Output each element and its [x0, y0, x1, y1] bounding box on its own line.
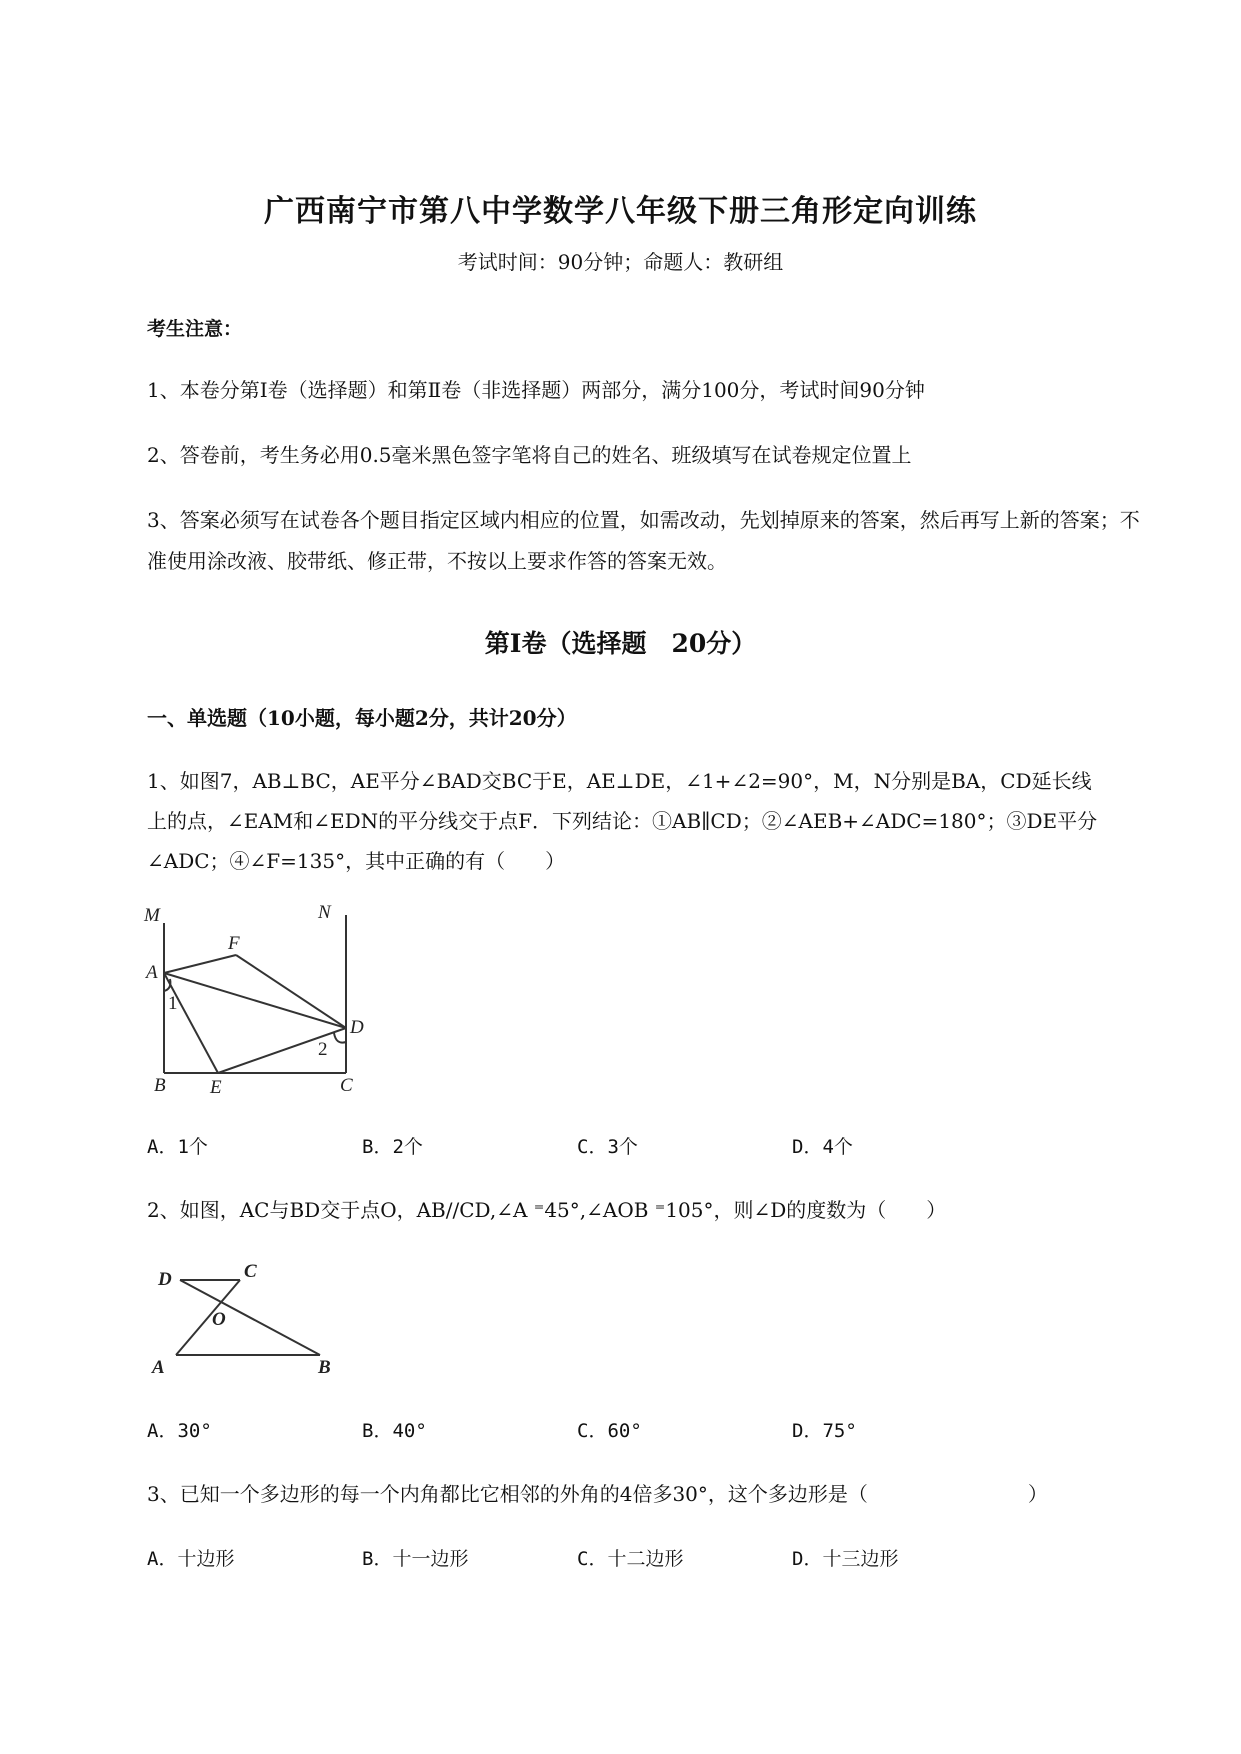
q2-option-b[interactable]: B．40° — [362, 1420, 427, 1442]
label-a: A — [152, 1357, 165, 1378]
notice-item-3: 3、答案必须写在试卷各个题目指定区域内相应的位置，如需改动，先划掉原来的答案，然后再写上新的答案；不准使用涂改液、胶带纸、修正带，不按以上要求作答的答案无效。 — [147, 508, 1140, 573]
exam-title: 广西南宁市第八中学数学八年级下册三角形定向训练 — [264, 194, 977, 229]
notice-heading: 考生注意： — [147, 318, 243, 340]
label-angle-2: 2 — [318, 1039, 328, 1060]
line-fd — [236, 955, 346, 1028]
label-m: M — [144, 905, 160, 926]
question-3-options — [147, 1544, 1047, 1571]
q2-option-d[interactable]: D．75° — [792, 1420, 857, 1442]
part-title: 一、单选题（10小题，每小题2分，共计20分） — [147, 706, 577, 730]
line-ca — [176, 1280, 240, 1355]
question-1-options — [147, 1132, 1047, 1159]
line-af — [164, 955, 236, 973]
notice-item-1: 1、本卷分第Ⅰ卷（选择题）和第Ⅱ卷（非选择题）两部分，满分100分，考试时间90分钟 — [147, 378, 925, 402]
section-title: 第Ⅰ卷（选择题 20分） — [484, 629, 757, 658]
q3-option-a[interactable]: A．十边形 — [147, 1548, 235, 1570]
notice-item-2: 2、答卷前，考生务必用0.5毫米黑色签字笔将自己的姓名、班级填写在试卷规定位置上 — [147, 443, 912, 467]
angle-2-arc — [334, 1033, 346, 1043]
line-db — [180, 1280, 320, 1355]
exam-subtitle: 考试时间：90分钟；命题人：教研组 — [457, 250, 784, 274]
question-2-options — [147, 1416, 1047, 1443]
question-1-stem — [147, 761, 1152, 881]
q1-option-d[interactable]: D．4个 — [792, 1136, 853, 1158]
label-angle-1: 1 — [168, 993, 178, 1014]
line-ae — [164, 973, 218, 1073]
q3-option-c[interactable]: C．十二边形 — [577, 1548, 684, 1570]
label-c: C — [340, 1075, 353, 1095]
label-a: A — [146, 962, 158, 983]
q3-option-d[interactable]: D．十三边形 — [792, 1548, 899, 1570]
label-d: D — [350, 1017, 364, 1038]
label-n: N — [318, 905, 331, 923]
label-d: D — [158, 1269, 172, 1290]
question-2-figure — [140, 1255, 350, 1385]
q1-option-b[interactable]: B．2个 — [362, 1136, 423, 1158]
q1-option-c[interactable]: C．3个 — [577, 1136, 638, 1158]
label-f: F — [228, 933, 240, 954]
question-1-line-2: 上的点，∠EAM和∠EDN的平分线交于点F．下列结论：①AB∥CD；②∠AEB+∠ADC=180°；③DE平分 — [147, 809, 1098, 833]
question-1-line-1: 1、如图7，AB⊥BC，AE平分∠BAD交BC于E，AE⊥DE，∠1+∠2=90°，M，N分别是BA，CD延长线 — [147, 769, 1092, 793]
q2-option-a[interactable]: A．30° — [147, 1420, 212, 1442]
question-1-line-3: ∠ADC；④∠F=135°，其中正确的有（ ） — [147, 849, 566, 873]
label-o: O — [212, 1309, 226, 1330]
label-b: B — [318, 1357, 331, 1378]
question-1-figure — [140, 905, 380, 1095]
line-ad — [164, 973, 346, 1028]
label-e: E — [210, 1077, 222, 1095]
q3-option-b[interactable]: B．十一边形 — [362, 1548, 469, 1570]
q2-option-c[interactable]: C．60° — [577, 1420, 642, 1442]
question-3-stem: 3、已知一个多边形的每一个内角都比它相邻的外角的4倍多30°，这个多边形是（ ） — [147, 1482, 1048, 1506]
label-c: C — [244, 1261, 257, 1282]
question-2-stem: 2、如图，AC与BD交于点O，AB//CD,∠A ⁼45°,∠AOB ⁼105°，则∠D的度数为（ ） — [147, 1198, 947, 1222]
label-b: B — [154, 1075, 166, 1095]
q1-option-a[interactable]: A．1个 — [147, 1136, 208, 1158]
